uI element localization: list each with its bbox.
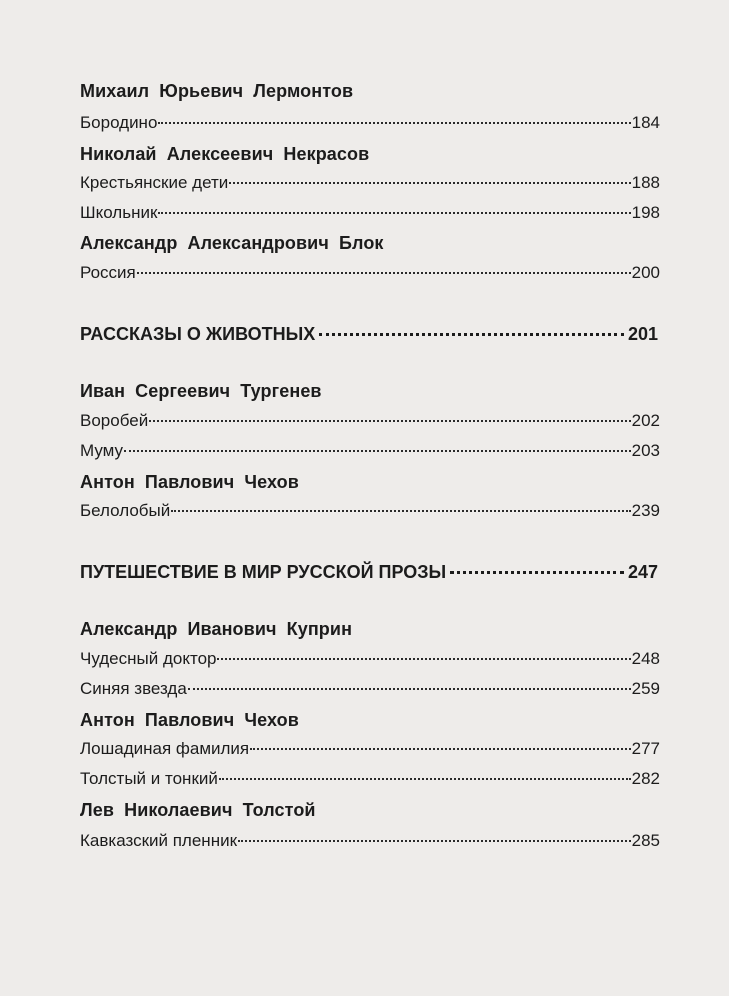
- section-title: ПУТЕШЕСТВИЕ В МИР РУССКОЙ ПРОЗЫ: [80, 562, 447, 582]
- toc-entry[interactable]: [80, 440, 660, 462]
- section-page-number: 201: [627, 324, 658, 344]
- author-heading: Антон Павлович Чехов: [80, 710, 299, 730]
- entry-title: Толстый и тонкий: [80, 769, 218, 788]
- entry-title: Школьник: [80, 203, 158, 222]
- entry-page-number: 277: [631, 739, 660, 758]
- entry-page-number: 200: [631, 263, 660, 282]
- dot-leader: [171, 510, 630, 512]
- toc-entry[interactable]: [80, 648, 660, 670]
- dot-leader: [219, 778, 631, 780]
- dot-leader: [450, 571, 624, 574]
- dot-leader: [137, 272, 631, 274]
- entry-title: Воробей: [80, 411, 149, 430]
- entry-page-number: 248: [631, 649, 660, 668]
- toc-entry[interactable]: [80, 202, 660, 224]
- entry-page-number: 202: [631, 411, 660, 430]
- dot-leader: [149, 420, 630, 422]
- toc-entry[interactable]: [80, 112, 660, 134]
- entry-title: Россия: [80, 263, 136, 282]
- dot-leader: [188, 688, 631, 690]
- section-title: РАССКАЗЫ О ЖИВОТНЫХ: [80, 324, 316, 344]
- toc-entry[interactable]: [80, 768, 660, 790]
- dot-leader: [217, 658, 630, 660]
- entry-title: Белолобый: [80, 501, 171, 520]
- toc-entry[interactable]: [80, 738, 660, 760]
- entry-page-number: 285: [631, 831, 660, 850]
- entry-page-number: 198: [631, 203, 660, 222]
- dot-leader: [158, 122, 630, 124]
- toc-entry[interactable]: [80, 172, 660, 194]
- dot-leader: [238, 840, 631, 842]
- dot-leader: [229, 182, 630, 184]
- entry-title: Кавказский пленник: [80, 831, 238, 850]
- entry-page-number: 282: [631, 769, 660, 788]
- entry-title: Чудесный доктор: [80, 649, 217, 668]
- entry-page-number: 188: [631, 173, 660, 192]
- author-heading: Михаил Юрьевич Лермонтов: [80, 81, 354, 101]
- section-heading[interactable]: [80, 560, 658, 584]
- dot-leader: [158, 212, 630, 214]
- entry-title: Бородино: [80, 113, 158, 132]
- author-heading: Лев Николаевич Толстой: [80, 800, 316, 820]
- toc-entry[interactable]: [80, 830, 660, 852]
- entry-title: Муму: [80, 441, 124, 460]
- author-heading: Александр Иванович Куприн: [80, 619, 353, 639]
- section-heading[interactable]: [80, 322, 658, 346]
- entry-title: Синяя звезда: [80, 679, 187, 698]
- toc-entry[interactable]: [80, 500, 660, 522]
- entry-page-number: 239: [631, 501, 660, 520]
- toc-entry[interactable]: [80, 262, 660, 284]
- author-heading: Александр Александрович Блок: [80, 233, 384, 253]
- dot-leader: [319, 333, 624, 336]
- dot-leader: [250, 748, 630, 750]
- entry-page-number: 184: [631, 113, 660, 132]
- toc-entry[interactable]: [80, 410, 660, 432]
- toc-entry[interactable]: [80, 678, 660, 700]
- author-heading: Антон Павлович Чехов: [80, 472, 299, 492]
- entry-title: Крестьянские дети: [80, 173, 229, 192]
- entry-page-number: 203: [631, 441, 660, 460]
- entry-title: Лошадиная фамилия: [80, 739, 250, 758]
- section-page-number: 247: [627, 562, 658, 582]
- author-heading: Николай Алексеевич Некрасов: [80, 144, 370, 164]
- dot-leader: [124, 450, 631, 452]
- author-heading: Иван Сергеевич Тургенев: [80, 381, 322, 401]
- entry-page-number: 259: [631, 679, 660, 698]
